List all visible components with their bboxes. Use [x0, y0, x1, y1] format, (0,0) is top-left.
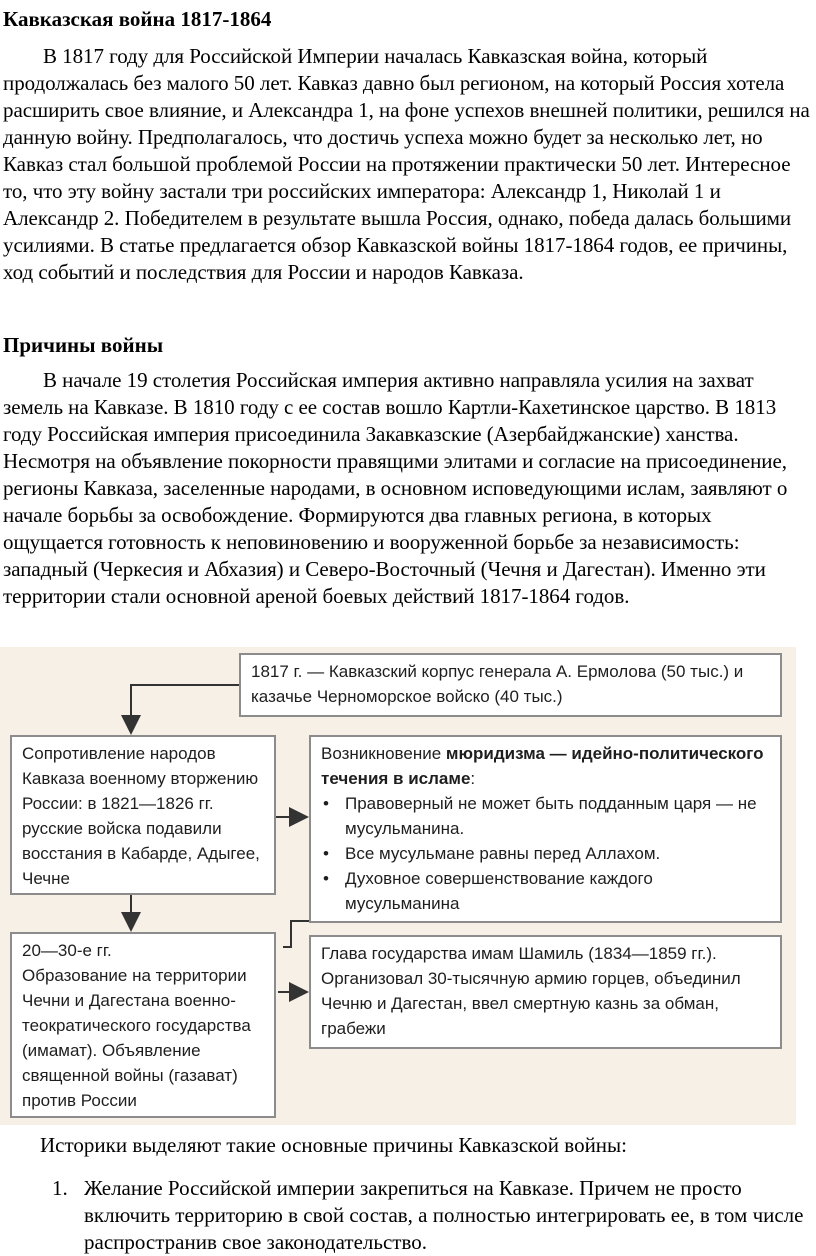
- arrow-top-to-resistance: [131, 685, 239, 731]
- muridism-bold-text: мюридизма — идейно-политического течения в исламе: [321, 744, 764, 788]
- box-corps-1817: [239, 653, 782, 717]
- page-title: Кавказская война 1817-1864: [3, 7, 272, 31]
- causes-intro-line: Историки выделяют такие основные причины Кавказской войны:: [40, 1133, 627, 1157]
- muridism-list: [321, 791, 770, 916]
- causes-diagram: [0, 647, 796, 1125]
- imamate-text: Образование на территории Чечни и Дагестана военно-теократического государства (имамат). Объявление священной войны (газават) против России: [22, 966, 251, 1110]
- muridism-item: • Правоверный не может быть подданным царя — не мусульманина.: [335, 791, 770, 841]
- box-resistance-text: Сопротивление народов Кавказа военному вторжению России: в 1821—1826 гг. русские войска подавили восстания в Кабарде, Адыгее, Чечне: [22, 744, 260, 888]
- box-muridism: [309, 735, 782, 923]
- muridism-lead-text: Возникновение: [321, 744, 446, 763]
- muridism-colon: :: [470, 769, 476, 788]
- list-item-number: 1.: [52, 1176, 68, 1200]
- muridism-item: • Духовное совершенствование каждого мусульманина: [335, 866, 770, 916]
- box-shamil-text: Глава государства имам Шамиль (1834—1859 гг.). Организовал 30-тысячную армию горцев, объединил Чечню и Дагестан, ввел смертную казнь за обман, грабежи: [321, 944, 741, 1038]
- muridism-item: • Все мусульмане равны перед Аллахом.: [335, 841, 770, 866]
- causes-paragraph: В начале 19 столетия Российская империя активно направляла усилия на захват земель на Кавказе. В 1810 году с ее состав вошло Картли-Кахетинское царство. В 1813 году Российская империя присоединила Закавказские (Азербайджанские) ханства. Несмотря на объявление покорности правящими элитами и согласие на присоединение, регионы Кавказа, заселенные народами, в основном исповедующими ислам, заявляют о начале борьбы за освобождение. Формируются два главных региона, в которых ощущается готовность к неповиновению и вооруженной борьбе за независимость: западный (Черкесия и Абхазия) и Северо-Восточный (Чечня и Дагестан). Именно эти территории стали основной ареной боевых действий 1817-1864 годов.: [3, 368, 788, 608]
- box-imamate: [10, 932, 276, 1118]
- imamate-years: 20—30-е гг.: [22, 941, 112, 960]
- list-item-text: Желание Российской империи закрепиться на Кавказе. Причем не просто включить территорию в свой состав, а полностью интегрировать ее, в том числе распространив свое законодательство.: [84, 1176, 804, 1254]
- box-corps-text: 1817 г. — Кавказский корпус генерала А. Ермолова (50 тыс.) и казачье Черноморское войско (40 тыс.): [251, 662, 744, 706]
- box-shamil: [309, 935, 782, 1049]
- arrow-muridism-to-imamate: [283, 921, 309, 947]
- box-resistance: [10, 735, 276, 895]
- intro-paragraph: В 1817 году для Российской Империи началась Кавказская война, который продолжалась без малого 50 лет. Кавказ давно был регионом, на который Россия хотела расширить свое влияние, и Александра 1, на фоне успехов внешней политики, решился на данную войну. Предполагалось, что достичь успеха можно будет за несколько лет, но Кавказ стал большой проблемой России на протяжении практически 50 лет. Интересное то, что эту войну застали три российских императора: Александр 1, Николай 1 и Александр 2. Победителем в результате вышла Россия, однако, победа далась большими усилиями. В статье предлагается обзор Кавказской войны 1817-1864 годов, ее причины, ход событий и последствия для России и народов Кавказа.: [3, 44, 810, 284]
- section-title: Причины войны: [3, 333, 164, 357]
